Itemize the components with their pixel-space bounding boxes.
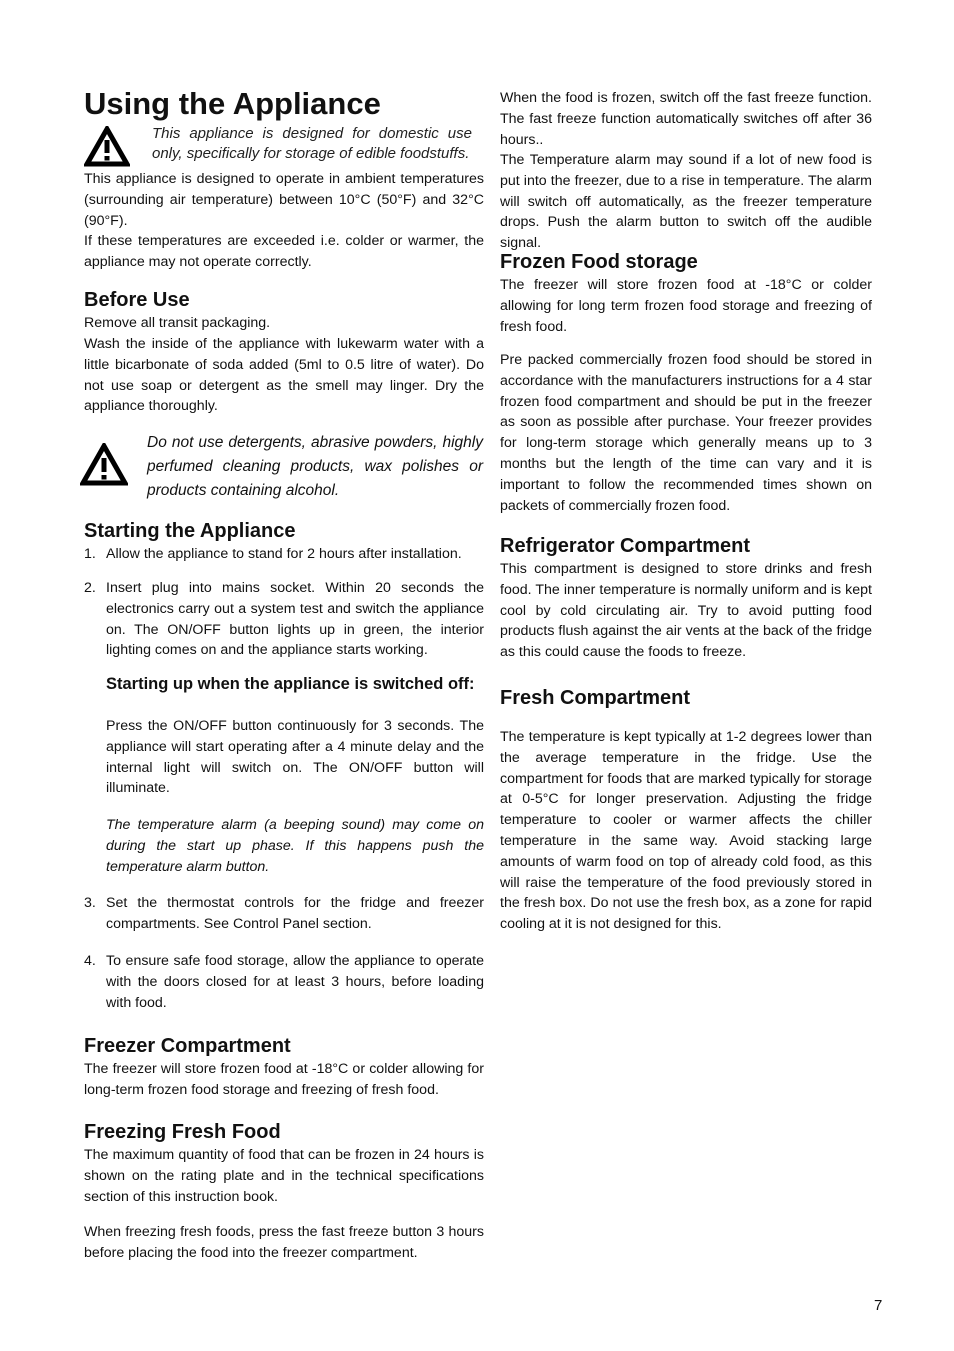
section-heading-starting: Starting the Appliance: [84, 520, 296, 542]
list-item: [84, 951, 484, 1013]
before-use-paragraph: Wash the inside of the appliance with lukewarm water with a little bicarbonate of soda added (5ml to 0.5 litre of water). Do not use soap or detergent as the smell may linger. Dry the appliance thoroughly.: [84, 336, 484, 415]
list-text: Allow the appliance to stand for 2 hours after installation.: [106, 546, 462, 562]
page-title: Using the Appliance: [84, 86, 381, 121]
switched-off-paragraph: Press the ON/OFF button continuously for 3 seconds. The appliance will start operating after a 4 minute delay and the internal light will switch on. The ON/OFF button will illuminate.: [106, 718, 484, 797]
frozen-storage-paragraph: The freezer will store frozen food at -18°C or colder allowing for long term frozen food storage and freezing of fresh food.: [500, 277, 872, 335]
section-heading-freezing-fresh: Freezing Fresh Food: [84, 1121, 281, 1143]
freezing-fresh-paragraph: The Temperature alarm may sound if a lot of new food is put into the freezer, due to a rise in temperature. The alarm will switch off automatically, as the freezer temperature drops. Push the alarm button to switch off the audible signal.: [500, 152, 872, 252]
list-text: Insert plug into mains socket. Within 20 seconds the electronics carry out a system test and switch the appliance on. The ON/OFF button lights up in green, the interior lighting comes on and the appliance starts working.: [106, 580, 484, 659]
refrigerator-paragraph: This compartment is designed to store drinks and fresh food. The inner temperature is normally uniform and is kept cool by cold circulating air. Try to avoid putting food products flush against the air vents at the back of the fridge as this could cause the foods to freeze.: [500, 561, 872, 661]
section-heading-refrigerator: Refrigerator Compartment: [500, 535, 751, 557]
intro-paragraph: If these temperatures are exceeded i.e. colder or warmer, the appliance may not operate correctly.: [84, 233, 484, 270]
intro-paragraph: This appliance is designed to operate in ambient temperatures (surrounding air temperature) between 10°C (50°F) and 32°C (90°F).: [84, 171, 484, 229]
freezer-paragraph: The freezer will store frozen food at -18°C or colder allowing for long-term frozen food storage and freezing of fresh food.: [84, 1061, 484, 1098]
switched-off-note: The temperature alarm (a beeping sound) may come on during the start up phase. If this happens push the temperature alarm button.: [106, 817, 484, 875]
before-use-warning-text: Do not use detergents, abrasive powders, highly perfumed cleaning products, wax polishes or products containing alcohol.: [147, 434, 483, 499]
section-heading-freezer: Freezer Compartment: [84, 1035, 291, 1057]
list-text: Set the thermostat controls for the fridge and freezer compartments. See Control Panel section.: [106, 895, 484, 932]
list-number: 3.: [84, 895, 96, 911]
list-text: To ensure safe food storage, allow the appliance to operate with the doors closed for at least 3 hours, before loading with food.: [106, 953, 484, 1011]
list-number: 2.: [84, 580, 96, 596]
before-use-paragraph: Remove all transit packaging.: [84, 315, 271, 331]
frozen-storage-paragraph: Pre packed commercially frozen food should be stored in accordance with the manufacturers instructions for a 4 star frozen food compartment and should be put in the freezer as soon as possible after purchase. Your freezer provides for long-term storage which generally means up to 3 months but the length of the time can vary and it is important to follow the recommended times shown on packets of commercially frozen food.: [500, 352, 872, 514]
list-item: [84, 544, 484, 565]
freezing-fresh-paragraph: When the food is frozen, switch off the fast freeze function. The fast freeze function automatically switches off after 36 hours..: [500, 90, 872, 148]
warning-triangle-icon: [80, 443, 128, 486]
subheading-switched-off: Starting up when the appliance is switched off:: [106, 675, 475, 693]
section-heading-fresh: Fresh Compartment: [500, 687, 691, 709]
list-number: 1.: [84, 546, 96, 562]
list-item: [84, 578, 484, 661]
section-heading-frozen-storage: Frozen Food storage: [500, 251, 698, 273]
warning-triangle-icon: [84, 126, 130, 167]
list-number: 4.: [84, 953, 96, 969]
freezing-fresh-paragraph: When freezing fresh foods, press the fast freeze button 3 hours before placing the food into the freezer compartment.: [84, 1224, 484, 1261]
section-heading-before-use: Before Use: [84, 289, 190, 311]
intro-warning-text: This appliance is designed for domestic use only, specifically for storage of edible foodstuffs.: [152, 125, 472, 162]
fresh-paragraph: The temperature is kept typically at 1-2 degrees lower than the average temperature in the fridge. Use the compartment for foods that are marked typically for storage at 0-5°C for longer preservation. Adjusting the fridge temperature to cooler or warmer affects the chiller temperature in the same way. Avoid stacking large amounts of warm food on top of already cold food, as this will raise the temperature of the food previously stored in the fresh box. Do not use the fresh box, as a zone for rapid cooling at it is not designed for this.: [500, 729, 872, 933]
list-item: [84, 893, 484, 935]
freezing-fresh-paragraph: The maximum quantity of food that can be frozen in 24 hours is shown on the rating plate and in the technical specifications section of this instruction book.: [84, 1147, 484, 1205]
page-number: 7: [874, 1297, 883, 1314]
